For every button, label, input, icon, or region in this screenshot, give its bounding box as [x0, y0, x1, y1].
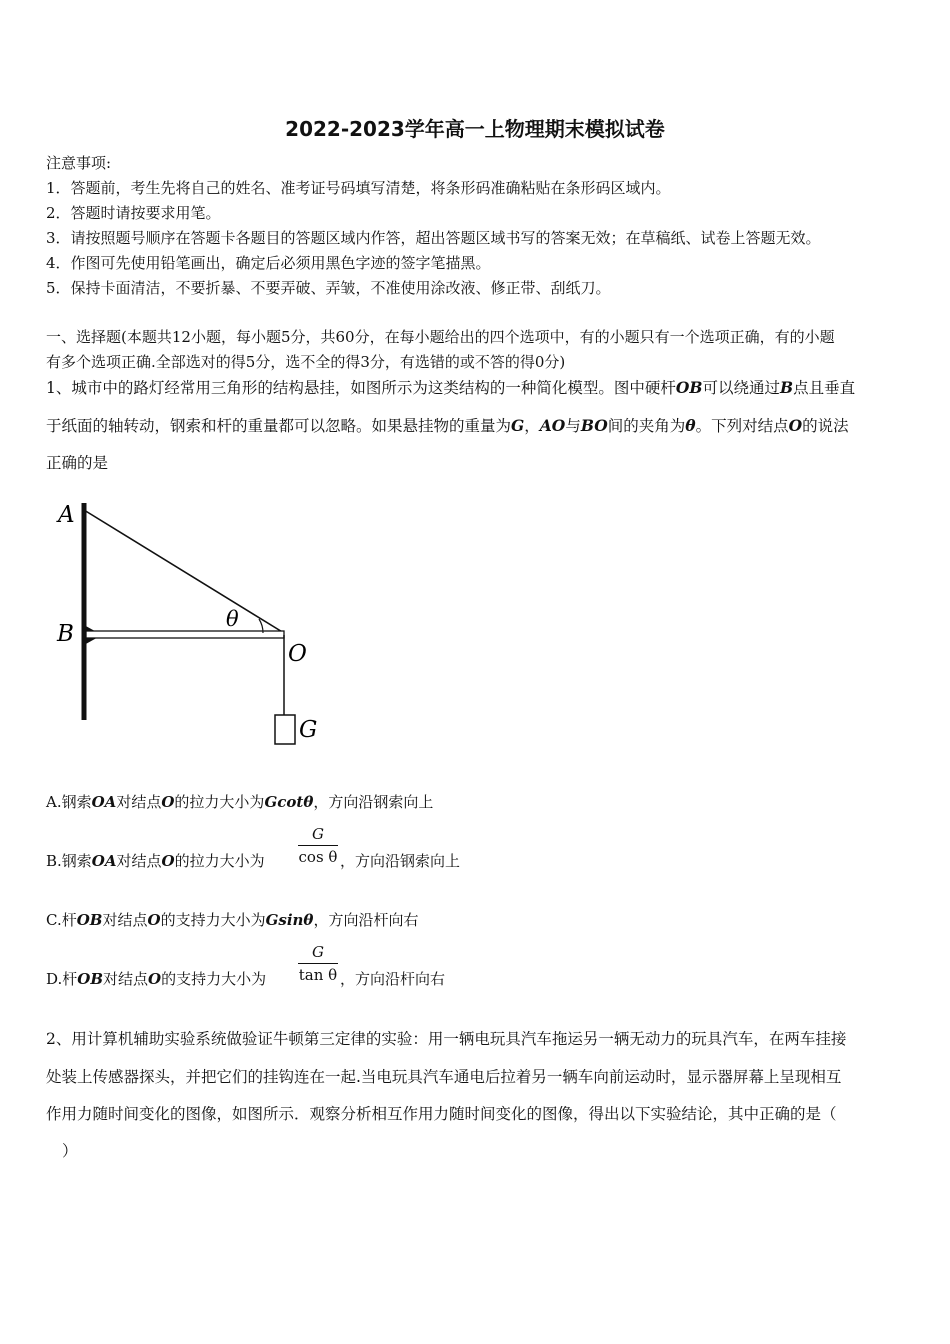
question-2-stem-line: 2、用计算机辅助实验系统做验证牛顿第三定律的实验：用一辆电玩具汽车拖运另一辆无动力的玩具汽车，在两车挂接 [46, 1030, 847, 1048]
question-1-stem-line: 1、城市中的路灯经常用三角形的结构悬挂，如图所示为这类结构的一种简化模型。图中硬杆OB可以绕通过B点且垂直 [46, 378, 856, 397]
question-1-figure [40, 495, 340, 760]
label-a: A [58, 502, 75, 528]
label-theta: θ [226, 607, 239, 631]
label-g: G [299, 717, 318, 743]
notice-item: 2．答题时请按要求用笔。 [46, 204, 221, 222]
notice-item: 3．请按照题号顺序在答题卡各题目的答题区域内作答，超出答题区域书写的答案无效；在草稿纸、试卷上答题无效。 [46, 229, 821, 247]
notice-item: 4．作图可先使用铅笔画出，确定后必须用黑色字迹的签字笔描黑。 [46, 254, 491, 272]
question-1-stem-line: 于纸面的轴转动，钢索和杆的重量都可以忽略。如果悬挂物的重量为G，AO与BO间的夹角为θ。下列对结点O的说法 [46, 416, 849, 435]
cable-ao [84, 510, 284, 633]
option-b-tail: ，方向沿钢索向上 [340, 852, 461, 870]
question-2-stem-line: 作用力随时间变化的图像，如图所示．观察分析相互作用力随时间变化的图像，得出以下实验结论，其中正确的是（ [46, 1105, 837, 1123]
option-a: A.钢索OA对结点O的拉力大小为Gcotθ，方向沿钢索向上 [46, 793, 434, 811]
notice-item: 5．保持卡面清洁，不要折暴、不要弄破、弄皱，不准使用涂改液、修正带、刮纸刀。 [46, 279, 611, 297]
page-title: 2022-2023学年高一上物理期末模拟试卷 [285, 117, 665, 141]
section-heading-line: 一、选择题(本题共12小题，每小题5分，共60分，在每小题给出的四个选项中，有的小题只有一个选项正确，有的小题 [46, 328, 835, 346]
section-heading-line: 有多个选项正确.全部选对的得5分，选不全的得3分，有选错的或不答的得0分) [46, 353, 566, 371]
option-b: B.钢索OA对结点O的拉力大小为 [46, 852, 265, 870]
weight-block [275, 715, 295, 744]
label-b: B [57, 621, 74, 647]
question-2-stem-line: 处装上传感器探头，并把它们的挂钩连在一起.当电玩具汽车通电后拉着另一辆车向前运动时，显示器屏幕上呈现相互 [46, 1068, 842, 1086]
rod-ob [86, 631, 284, 638]
label-o: O [288, 641, 307, 667]
option-d: D.杆OB对结点O的支持力大小为 [46, 970, 267, 988]
notice-item: 1．答题前，考生先将自己的姓名、准考证号码填写清楚，将条形码准确粘贴在条形码区域内。 [46, 179, 671, 197]
option-b-fraction: G cos θ [298, 825, 338, 866]
notice-heading: 注意事项: [46, 154, 112, 172]
option-d-fraction: G tan θ [298, 943, 338, 984]
question-2-stem-line: ） [62, 1142, 78, 1160]
question-1-stem-line: 正确的是 [46, 454, 109, 472]
option-d-tail: ，方向沿杆向右 [340, 970, 446, 988]
option-c: C.杆OB对结点O的支持力大小为Gsinθ，方向沿杆向右 [46, 911, 419, 929]
